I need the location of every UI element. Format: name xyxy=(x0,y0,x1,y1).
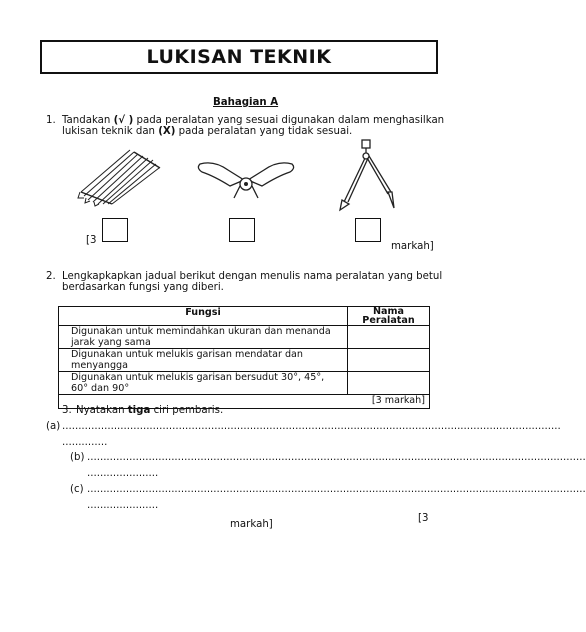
table-row xyxy=(59,326,430,349)
header-nama-peralatan: Nama Peralatan xyxy=(348,307,430,326)
answer-line-c[interactable]: .......................................................................................................................................................... xyxy=(87,484,586,495)
pliers-image xyxy=(196,158,296,200)
compass-image xyxy=(336,138,396,212)
answer-line-b[interactable]: .......................................................................................................................................................... xyxy=(87,452,586,463)
q1-number: 1. xyxy=(46,115,56,126)
q3-number: 3. xyxy=(62,405,72,416)
q1-text: lukisan teknik dan xyxy=(62,126,159,137)
q2-line-2: berdasarkan fungsi yang diberi. xyxy=(62,282,224,293)
q3-text-part: ciri pembaris. xyxy=(150,405,224,416)
row-answer-3[interactable] xyxy=(348,372,430,395)
answer-line-b-cont[interactable]: ...................... xyxy=(87,468,159,479)
q3-text-part: Nyatakan xyxy=(76,405,128,416)
tick-symbol: (√ ) xyxy=(113,115,134,126)
row-function-2: Digunakan untuk melukis garisan mendatar dan menyangga xyxy=(59,349,348,372)
table-row xyxy=(59,349,430,372)
q1-text: pada peralatan yang sesuai digunakan dalam menghasilkan xyxy=(133,115,445,126)
row-answer-1[interactable] xyxy=(348,326,430,349)
answer-label-b: (b) xyxy=(70,452,85,463)
q2-marks: [3 markah] xyxy=(59,395,430,409)
q2-line-1: Lengkapkapkan jadual berikut dengan menulis nama peralatan yang betul xyxy=(62,271,443,282)
cross-symbol: (X) xyxy=(158,126,176,137)
answer-line-a-cont[interactable]: .............. xyxy=(62,437,108,448)
table-header-row xyxy=(59,307,430,326)
q1-marks-close: markah] xyxy=(391,241,434,252)
answer-box-compass[interactable] xyxy=(355,218,381,242)
row-answer-2[interactable] xyxy=(348,349,430,372)
answer-box-pencils[interactable] xyxy=(102,218,128,242)
answer-box-pliers[interactable] xyxy=(229,218,255,242)
row-function-3: Digunakan untuk melukis garisan bersudut 30°, 45°, 60° dan 90° xyxy=(59,372,348,395)
answer-line-a[interactable]: .......................................................................................................................................................... xyxy=(62,421,561,432)
row-function-1: Digunakan untuk memindahkan ukuran dan menanda jarak yang sama xyxy=(59,326,348,349)
page-title: LUKISAN TEKNIK xyxy=(40,40,438,74)
answer-label-c: (c) xyxy=(70,484,84,495)
answer-line-c-cont[interactable]: ...................... xyxy=(87,500,159,511)
q1-marks-open: [3 xyxy=(86,235,97,246)
answer-label-a: (a) xyxy=(46,421,61,432)
table-row xyxy=(59,372,430,395)
section-heading: Bahagian A xyxy=(213,97,279,108)
q1-text: pada peralatan yang tidak sesuai. xyxy=(175,126,353,137)
q3-text xyxy=(76,404,223,417)
q1-text: Tandakan xyxy=(62,115,114,126)
q3-text-bold: tiga xyxy=(127,405,151,416)
q3-marks-open: [3 xyxy=(418,513,429,524)
pencil-bundle-image xyxy=(76,148,166,206)
function-table xyxy=(58,306,430,409)
header-fungsi: Fungsi xyxy=(59,307,348,326)
q2-number: 2. xyxy=(46,271,56,282)
q3-marks-close: markah] xyxy=(230,519,273,530)
q1-line-2 xyxy=(62,125,352,138)
